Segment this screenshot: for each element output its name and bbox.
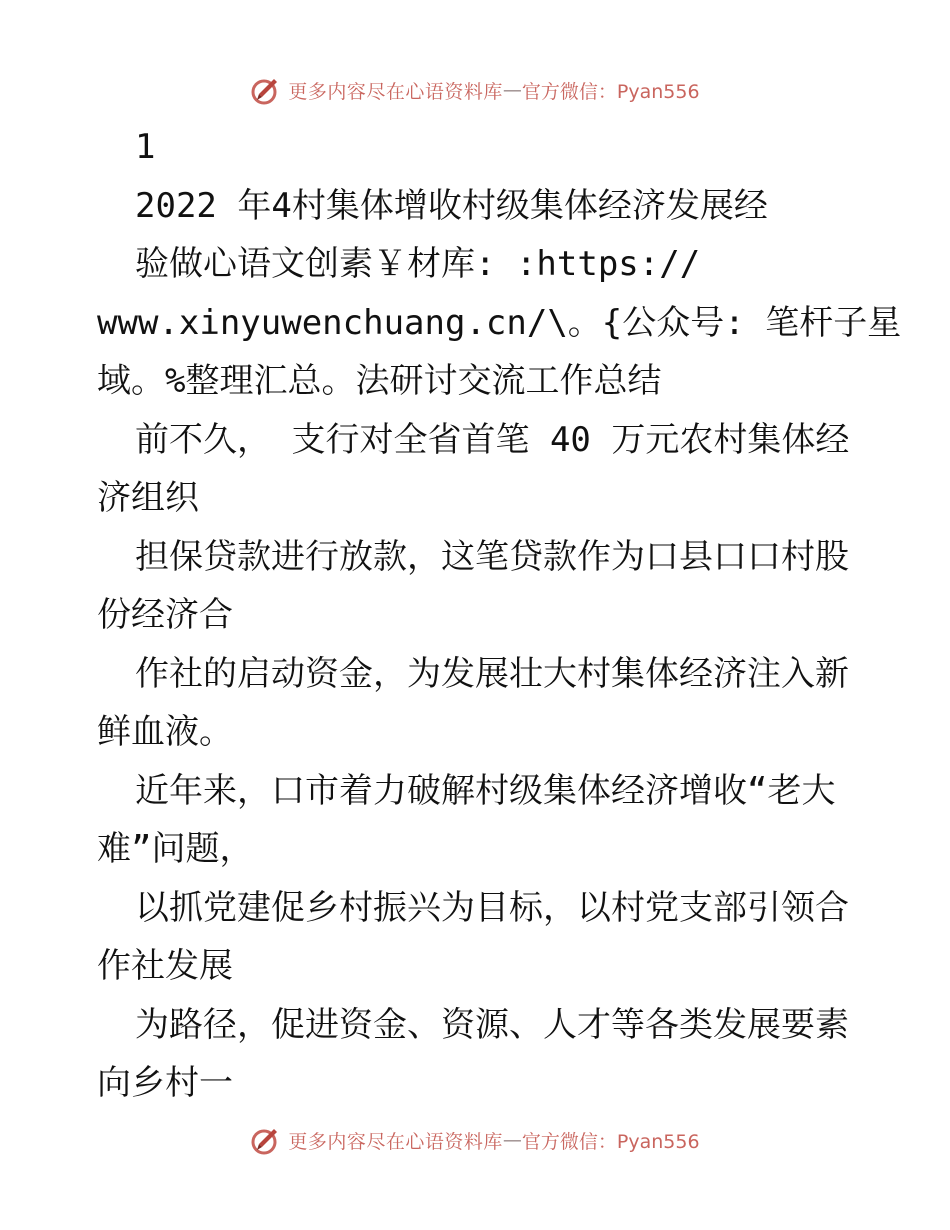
text-line: 担保贷款进行放款，这笔贷款作为口县口口村股 bbox=[135, 536, 849, 577]
text-line: 鲜血液。 bbox=[97, 712, 233, 752]
banner-separator: — bbox=[502, 79, 522, 101]
text-line: 济组织 bbox=[97, 478, 199, 518]
header-banner bbox=[0, 70, 950, 110]
document-body bbox=[97, 118, 902, 1113]
text-line: 作社的启动资金，为发展壮大村集体经济注入新 bbox=[135, 653, 849, 694]
text-line: www.xinyuwenchuang.cn/\。{公众号: 笔杆子星 bbox=[97, 302, 902, 343]
text-line: 近年来，口市着力破解村级集体经济增收“老大 bbox=[135, 770, 836, 811]
footer-banner bbox=[0, 1120, 950, 1160]
quill-pen-logo-icon bbox=[250, 1124, 282, 1156]
wechat-text: 官方微信：Pyan556 bbox=[521, 1130, 700, 1153]
promo-text: 更多内容尽在心语资料库 bbox=[288, 80, 503, 103]
quill-pen-logo-icon bbox=[250, 74, 282, 106]
banner-separator: — bbox=[502, 1129, 522, 1151]
text-line: 份经济合 bbox=[97, 595, 233, 635]
text-line: 以抓党建促乡村振兴为目标，以村党支部引领合 bbox=[135, 887, 849, 928]
text-line: 难”问题， bbox=[97, 829, 254, 869]
wechat-text: 官方微信：Pyan556 bbox=[521, 80, 700, 103]
promo-text: 更多内容尽在心语资料库 bbox=[288, 1130, 503, 1153]
text-line: 域。%整理汇总。法研讨交流工作总结 bbox=[97, 361, 662, 401]
text-line: 前不久， 支行对全省首笔 40 万元农村集体经 bbox=[135, 419, 850, 460]
text-line: 向乡村一 bbox=[97, 1063, 233, 1103]
text-line: 为路径，促进资金、资源、人才等各类发展要素 bbox=[135, 1004, 849, 1045]
text-line: 1 bbox=[135, 127, 156, 167]
text-line: 验做心语文创素￥材库: :https:// bbox=[135, 244, 701, 284]
text-line: 作社发展 bbox=[97, 946, 233, 986]
text-line: 2022 年4村集体增收村级集体经济发展经 bbox=[135, 185, 768, 226]
